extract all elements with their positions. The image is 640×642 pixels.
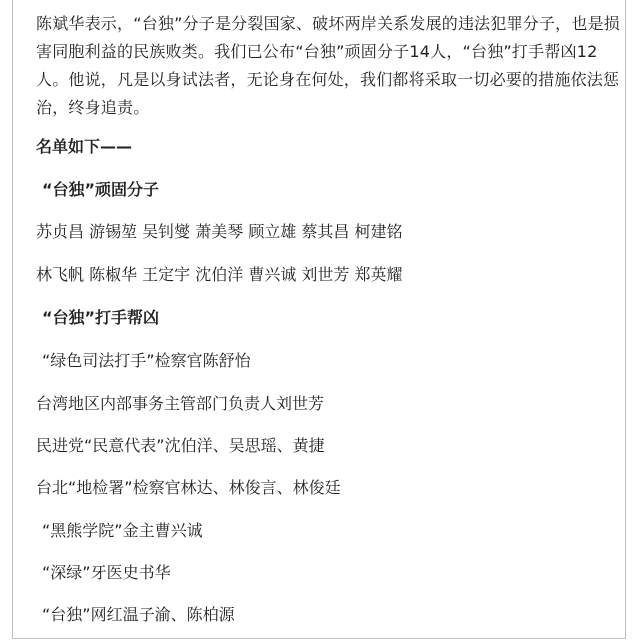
section-title-diehard: “台独”顽固分子 — [42, 180, 160, 199]
list-line: 台湾地区内部事务主管部门负责人刘世芳 — [36, 394, 325, 413]
section-title-accomplices: “台独”打手帮凶 — [42, 308, 160, 327]
list-heading: 名单如下—— — [36, 137, 133, 156]
list-line: 台北“地检署”检察官林达、林俊言、林俊廷 — [36, 478, 341, 497]
list-line: 民进党“民意代表”沈伯洋、吴思瑶、黄捷 — [36, 436, 325, 455]
list-line: 苏贞昌 游锡堃 吴钊燮 萧美琴 顾立雄 蔡其昌 柯建铭 — [36, 222, 403, 241]
intro-paragraph: 陈斌华表示，“台独”分子是分裂国家、破坏两岸关系发展的违法犯罪分子，也是损害同胞利益的民族败类。我们已公布“台独”顽固分子14人，“台独”打手帮凶12人。他说，凡是以身试法者，无论身在何处，我们都将采取一切必要的措施依法惩治，终身追责。 — [36, 14, 620, 117]
list-line: “黑熊学院”金主曹兴诚 — [42, 521, 203, 540]
list-line: “深绿”牙医史书华 — [42, 563, 171, 582]
article-body — [36, 10, 622, 624]
list-line: “绿色司法打手”检察官陈舒怡 — [42, 351, 251, 370]
list-line: “台独”网红温子渝、陈柏源 — [42, 605, 235, 624]
list-line: 林飞帆 陈椒华 王定宇 沈伯洋 曹兴诚 刘世芳 郑英耀 — [36, 265, 403, 284]
